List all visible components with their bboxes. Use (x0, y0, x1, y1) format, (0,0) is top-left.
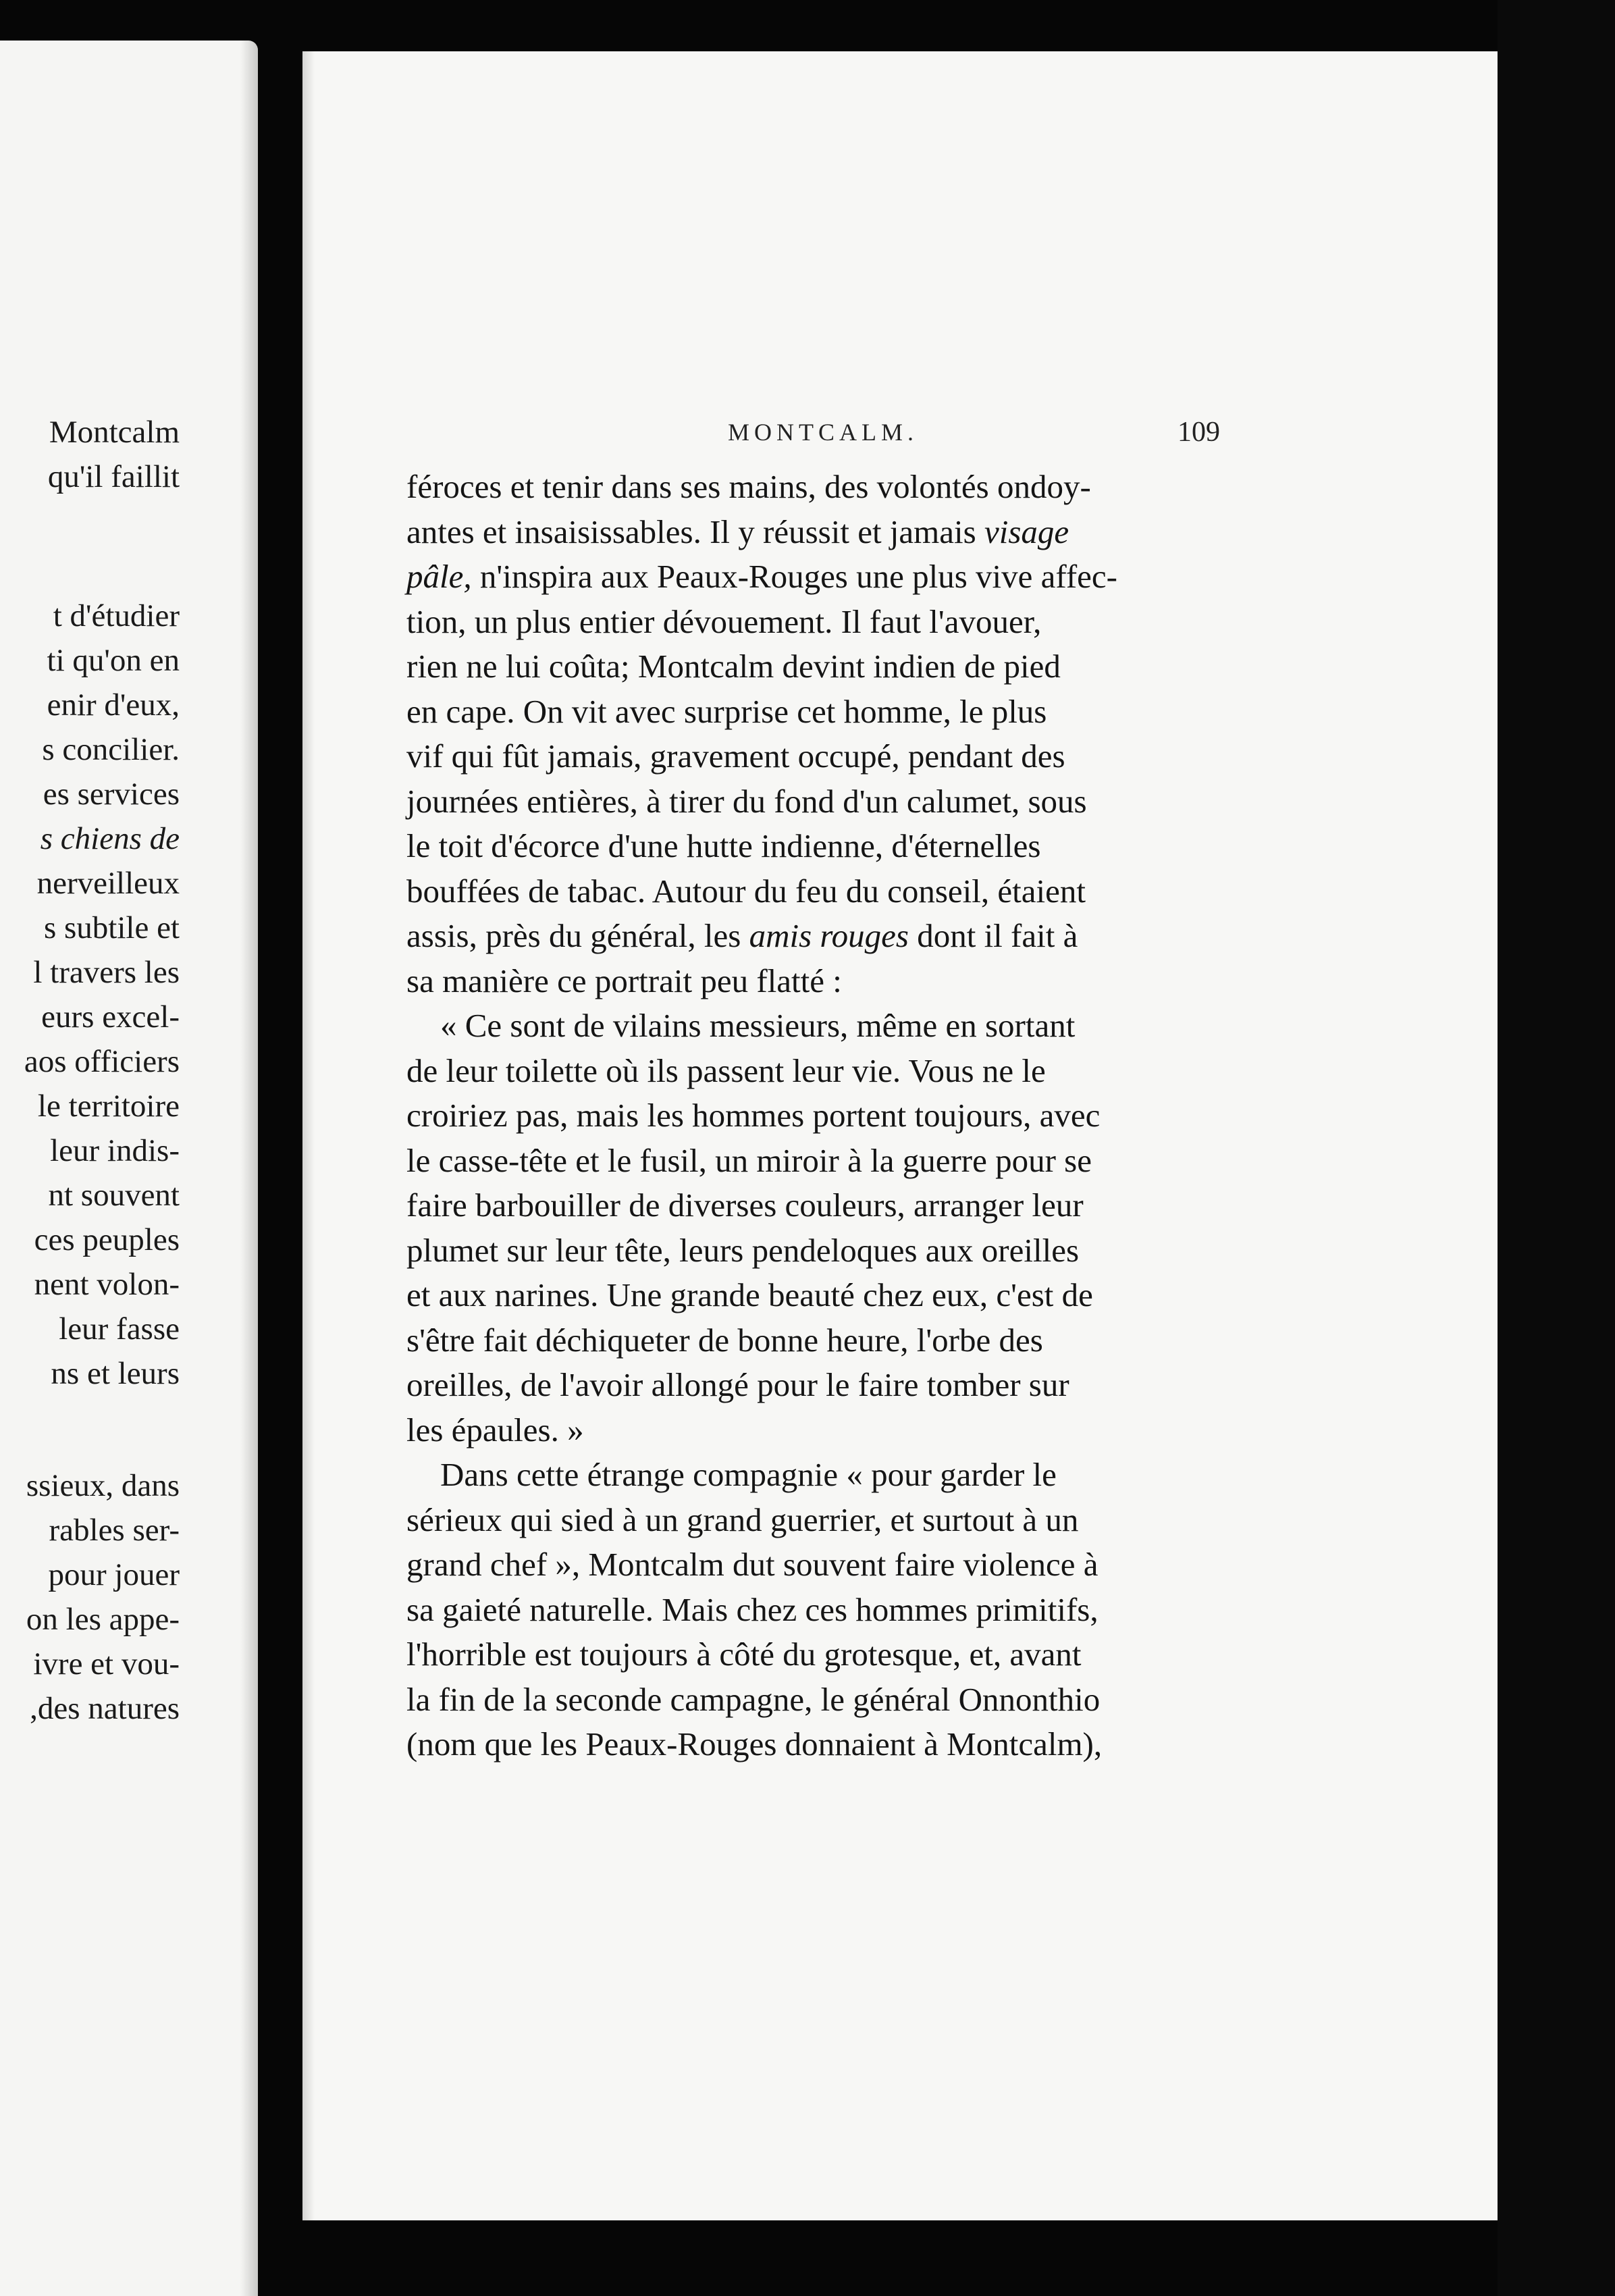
text-run: les épaules. » (406, 1411, 584, 1449)
text-line (406, 824, 1523, 869)
left-page-line: s subtile et (43, 910, 180, 945)
left-page-line: ti qu'on en (47, 643, 180, 678)
text-run: n'inspira aux Peaux-Rouges une plus vive affec- (471, 558, 1117, 595)
left-page-line: qu'il faillit (47, 459, 180, 494)
text-line (406, 644, 1523, 689)
text-line (406, 1632, 1523, 1677)
text-run: « Ce sont de vilains messieurs, même en sortant (440, 1007, 1076, 1044)
text-line (406, 959, 1523, 1004)
text-line (406, 1722, 1523, 1767)
text-line (406, 1498, 1523, 1543)
left-page-line: rables ser- (49, 1513, 180, 1548)
left-page-line: l travers les (33, 955, 180, 990)
text-run: de leur toilette où ils passent leur vie. Vous ne le (406, 1051, 1046, 1089)
text-run: journées entières, à tirer du fond d'un calumet, sous (406, 782, 1087, 820)
left-page-line: ns et leurs (51, 1356, 180, 1391)
text-line (406, 914, 1523, 959)
running-head (302, 412, 1498, 452)
left-page-line: on les appe- (26, 1602, 180, 1637)
text-run: la fin de la seconde campagne, le général Onnonthio (406, 1680, 1101, 1718)
text-line (406, 1093, 1523, 1139)
left-page-line: enir d'eux, (47, 687, 180, 723)
left-page-line: Montcalm (49, 415, 180, 450)
text-line (406, 779, 1523, 825)
text-run: bouffées de tabac. Autour du feu du conseil, étaient (406, 872, 1086, 910)
text-line (406, 600, 1523, 645)
text-line (406, 1228, 1523, 1274)
text-line (406, 554, 1523, 600)
left-page-line: s concilier. (42, 732, 180, 767)
text-line (406, 1139, 1523, 1184)
text-line (406, 1677, 1523, 1723)
text-run: sa manière ce portrait peu flatté : (406, 962, 842, 999)
text-line (406, 869, 1523, 914)
text-run: dont il fait à (908, 917, 1078, 954)
page-number: 109 (1177, 417, 1220, 448)
left-page-line: aos officiers (24, 1044, 180, 1079)
text-run: grand chef », Montcalm dut souvent faire violence à (406, 1546, 1098, 1583)
text-run: vif qui fût jamais, gravement occupé, pendant des (406, 737, 1065, 775)
text-run: s'être fait déchiqueter de bonne heure, l'orbe des (406, 1321, 1043, 1359)
right-page (302, 51, 1498, 2220)
text-line (406, 510, 1523, 555)
text-line (406, 1588, 1523, 1633)
text-run: féroces et tenir dans ses mains, des volontés ondoy- (406, 468, 1091, 505)
text-run: assis, près du général, les (406, 917, 749, 954)
text-line (406, 1183, 1523, 1228)
text-run: en cape. On vit avec surprise cet homme, le plus (406, 692, 1047, 730)
left-page-line: es services (43, 777, 180, 812)
left-page-line: ssieux, dans (26, 1468, 180, 1503)
text-line (406, 1453, 1523, 1498)
text-run: rien ne lui coûta; Montcalm devint indien de pied (406, 648, 1061, 685)
text-run: croiriez pas, mais les hommes portent toujours, avec (406, 1097, 1101, 1134)
text-line (406, 1363, 1523, 1408)
text-line (406, 1273, 1523, 1318)
left-page-line: ,des natures (30, 1691, 180, 1726)
left-page-line: eurs excel- (41, 999, 180, 1035)
left-page-line: t d'étudier (53, 598, 180, 633)
left-facing-page (0, 41, 258, 2296)
text-run: le casse-tête et le fusil, un miroir à la guerre pour se (406, 1141, 1092, 1179)
text-line (406, 465, 1523, 510)
text-run: faire barbouiller de diverses couleurs, arranger leur (406, 1186, 1084, 1224)
text-line (406, 1049, 1523, 1094)
text-run: (nom que les Peaux-Rouges donnaient à Montcalm), (406, 1725, 1103, 1763)
italic-text: amis rouges (749, 917, 909, 954)
text-run: oreilles, de l'avoir allongé pour le faire tomber sur (406, 1366, 1069, 1403)
left-page-line: ces peuples (34, 1222, 180, 1257)
italic-text: pâle, (406, 558, 472, 595)
left-page-line: leur indis- (50, 1133, 180, 1168)
text-run: et aux narines. Une grande beauté chez eux, c'est de (406, 1276, 1093, 1313)
text-run: sérieux qui sied à un grand guerrier, et surtout à un (406, 1501, 1079, 1538)
running-head-title: MONTCALM. (728, 419, 919, 446)
left-page-line: le territoire (37, 1089, 180, 1124)
text-line (406, 1408, 1523, 1453)
left-page-line: leur fasse (59, 1311, 180, 1347)
text-line (406, 734, 1523, 779)
italic-text: visage (984, 513, 1069, 550)
text-line (406, 1542, 1523, 1588)
left-page-line: nerveilleux (36, 866, 180, 901)
page-edge-shadow (302, 51, 315, 2220)
gutter-shadow (240, 41, 258, 2296)
text-line (406, 1003, 1523, 1049)
text-line (406, 1318, 1523, 1363)
scan-margin (1498, 0, 1615, 2296)
text-run: tion, un plus entier dévouement. Il faut l'avouer, (406, 602, 1042, 640)
text-run: le toit d'écorce d'une hutte indienne, d'éternelles (406, 827, 1041, 864)
text-run: l'horrible est toujours à côté du grotesque, et, avant (406, 1636, 1082, 1673)
body-text (406, 465, 1523, 1767)
left-page-line: pour jouer (48, 1557, 180, 1592)
left-page-line: nent volon- (34, 1267, 180, 1302)
left-page-line: s chiens de (40, 821, 180, 856)
left-page-line: nt souvent (48, 1178, 180, 1213)
text-run: antes et insaisissables. Il y réussit et jamais (406, 513, 984, 550)
text-line (406, 689, 1523, 735)
text-run: Dans cette étrange compagnie « pour garder le (440, 1456, 1057, 1493)
text-run: sa gaieté naturelle. Mais chez ces hommes primitifs, (406, 1590, 1098, 1628)
text-run: plumet sur leur tête, leurs pendeloques aux oreilles (406, 1231, 1080, 1269)
left-page-line: ivre et vou- (33, 1646, 180, 1681)
